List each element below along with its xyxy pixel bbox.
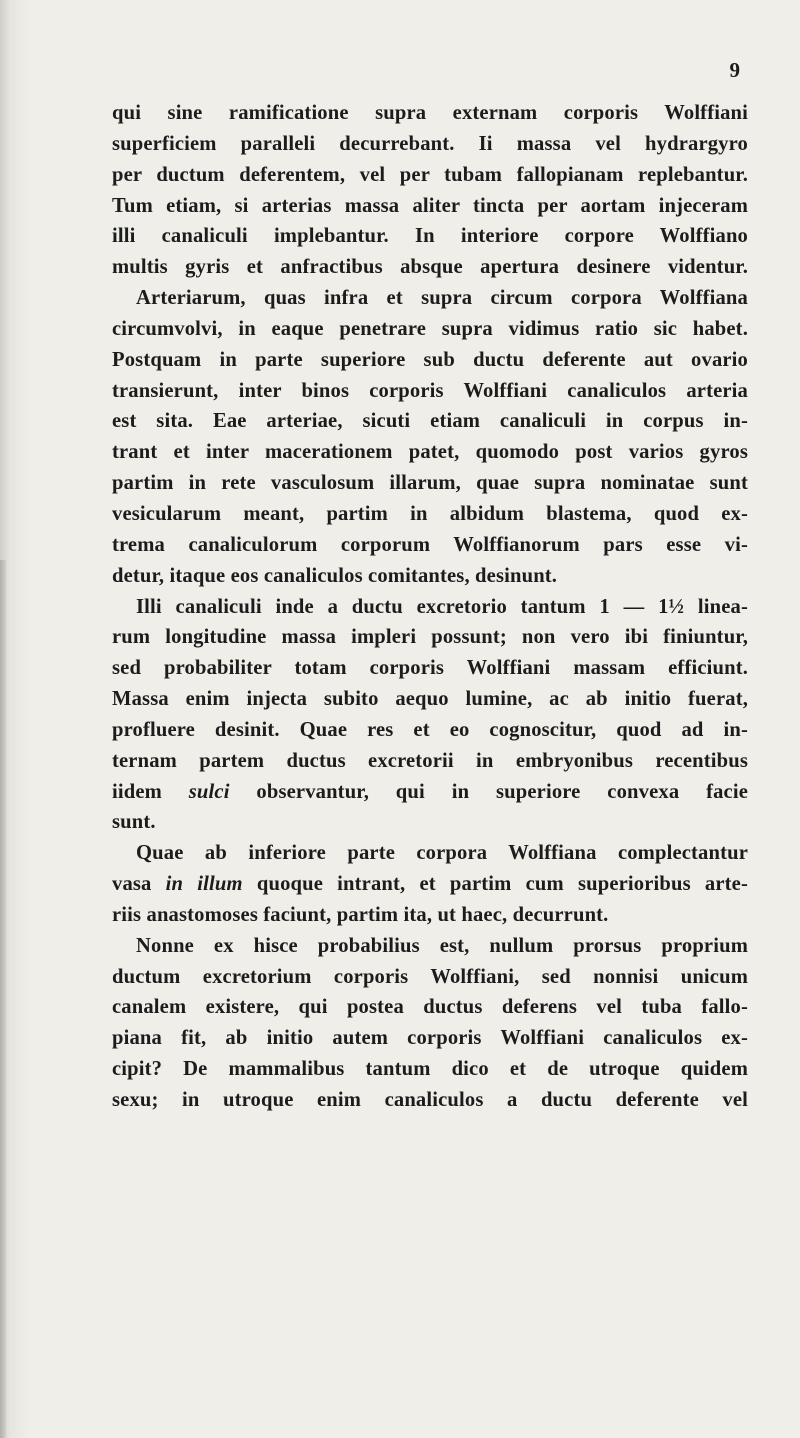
- text-line: riis anastomoses faciunt, partim ita, ut haec, decurrunt.: [112, 903, 609, 926]
- text-line: multis gyris et anfractibus absque apertura desinere videntur.: [112, 256, 748, 279]
- text-line: sunt.: [112, 811, 156, 834]
- text-line: Illi canaliculi inde a ductu excretorio tantum 1 — 1½ linea-: [136, 595, 748, 618]
- text-line: rum longitudine massa impleri possunt; non vero ibi finiuntur,: [112, 626, 748, 649]
- text-line: per ductum deferentem, vel per tubam fallopianam replebantur.: [112, 163, 748, 186]
- text-line: Tum etiam, si arterias massa aliter tincta per aortam injeceram: [112, 194, 748, 217]
- text-line: iidem sulci observantur, qui in superiore convexa facie: [112, 780, 748, 803]
- text-line: Massa enim injecta subito aequo lumine, ac ab initio fuerat,: [112, 688, 748, 711]
- text-line: transierunt, inter binos corporis Wolffiani canaliculos arteria: [112, 379, 748, 402]
- text-line: illi canaliculi implebantur. In interiore corpore Wolffiano: [112, 225, 748, 248]
- text-line: circumvolvi, in eaque penetrare supra vidimus ratio sic habet.: [112, 317, 748, 340]
- text-line: canalem existere, qui postea ductus deferens vel tuba fallo-: [112, 996, 748, 1019]
- text-line: sexu; in utroque enim canaliculos a ductu deferente vel: [112, 1089, 748, 1111]
- gutter-shadow: [0, 560, 6, 1438]
- text-line: ductum excretorium corporis Wolffiani, sed nonnisi unicum: [112, 965, 748, 988]
- text-line: ternam partem ductus excretorii in embryonibus recentibus: [112, 749, 748, 772]
- text-line: vesicularum meant, partim in albidum blastema, quod ex-: [112, 502, 748, 525]
- text-line: cipit? De mammalibus tantum dico et de utroque quidem: [112, 1058, 748, 1081]
- body-text: [112, 98, 748, 1116]
- text-line: trant et inter macerationem patet, quomodo post varios gyros: [112, 441, 748, 464]
- text-line: profluere desinit. Quae res et eo cognoscitur, quod ad in-: [112, 718, 748, 741]
- text-line: Arteriarum, quas infra et supra circum corpora Wolffiana: [136, 287, 748, 310]
- text-line: est sita. Eae arteriae, sicuti etiam canaliculi in corpus in-: [112, 410, 748, 433]
- text-line: trema canaliculorum corporum Wolffianorum pars esse vi-: [112, 533, 748, 556]
- text-line: Nonne ex hisce probabilius est, nullum prorsus proprium: [136, 934, 748, 957]
- text-line: piana fit, ab initio autem corporis Wolffiani canaliculos ex-: [112, 1027, 748, 1050]
- text-line: vasa in illum quoque intrant, et partim cum superioribus arte-: [112, 873, 748, 896]
- text-line: qui sine ramificatione supra externam corporis Wolffiani: [112, 102, 748, 124]
- text-line: superficiem paralleli decurrebant. Ii massa vel hydrargyro: [112, 132, 748, 155]
- text-line: partim in rete vasculosum illarum, quae supra nominatae sunt: [112, 472, 748, 495]
- text-line: Quae ab inferiore parte corpora Wolffiana complectantur: [136, 842, 748, 865]
- text-line: sed probabiliter totam corporis Wolffiani massam efficiunt.: [112, 657, 748, 680]
- text-line: detur, itaque eos canaliculos comitantes, desinunt.: [112, 564, 558, 587]
- text-line: Postquam in parte superiore sub ductu deferente aut ovario: [112, 348, 748, 371]
- page-number: 9: [729, 58, 740, 82]
